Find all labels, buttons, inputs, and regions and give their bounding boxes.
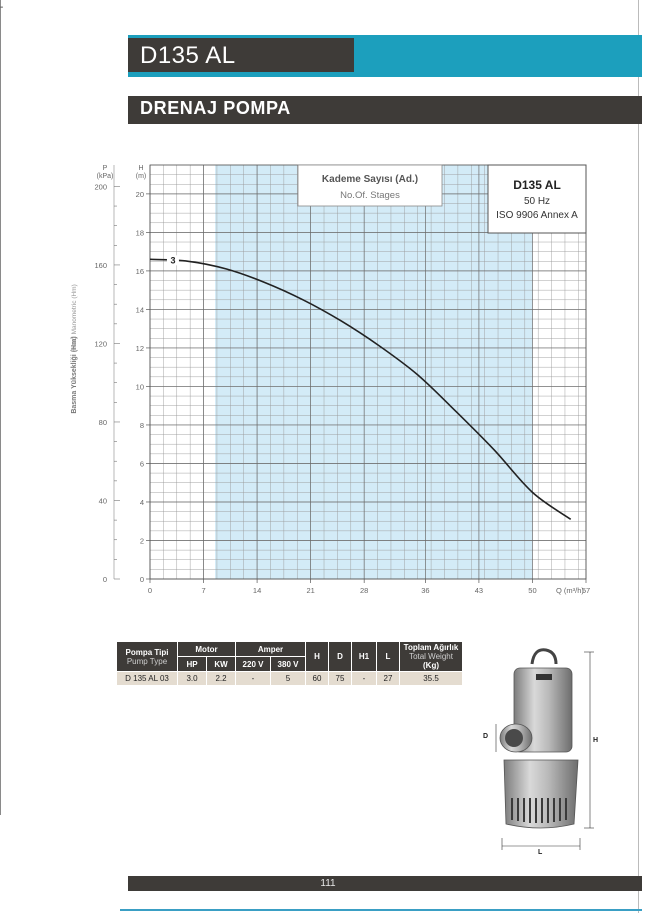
col-h: H	[306, 642, 329, 672]
col-kw: KW	[207, 657, 236, 672]
unit-line: H	[138, 165, 144, 172]
x-tick-label: 36	[421, 586, 430, 595]
info-model: D135 AL	[513, 178, 561, 192]
table-row	[117, 672, 463, 686]
h-tick-label: 8	[139, 420, 144, 430]
weight-header-unit: (Kg)	[423, 661, 439, 670]
corner-mark: -	[0, 2, 4, 13]
curve-stage-label: 3	[170, 255, 176, 266]
h-tick-label: 16	[135, 266, 144, 276]
pump-handle	[532, 650, 556, 664]
cell-d: 75	[329, 672, 352, 686]
p-axis-unit	[97, 165, 114, 180]
col-motor: Motor	[178, 642, 236, 657]
x-tick-label: 57	[581, 586, 591, 595]
h-tick-label: 2	[139, 536, 144, 546]
col-l: L	[377, 642, 400, 672]
info-standard: ISO 9906 Annex A	[496, 210, 578, 221]
dim-d-label: D	[483, 733, 489, 740]
p-tick-label: 200	[94, 182, 107, 192]
p-tick-label: 80	[98, 417, 107, 427]
h-tick-label: 14	[135, 305, 144, 315]
h-tick-label: 6	[139, 459, 144, 469]
p-tick-label: 40	[98, 496, 107, 506]
y-axis-title-tr: Basma Yüksekliği (Hm)	[71, 336, 78, 414]
dim-l-label: L	[538, 849, 543, 856]
cell-h1: -	[352, 672, 377, 686]
stage-legend-tr: Kademe Sayısı (Ad.)	[321, 174, 419, 185]
cell-kw: 2.2	[207, 672, 236, 686]
x-tick-label: 50	[528, 586, 537, 595]
dim-h-label: H	[593, 737, 599, 744]
x-tick-label: 28	[360, 586, 369, 595]
cell-h: 60	[306, 672, 329, 686]
pump-type-header-en: Pump Type	[126, 656, 168, 666]
col-hp: HP	[178, 657, 207, 672]
pump-outlet-hole	[505, 729, 523, 747]
bottom-rule	[120, 909, 642, 911]
page-title: D135 AL	[140, 42, 236, 69]
x-tick-label: 14	[252, 586, 262, 595]
spec-table	[116, 641, 463, 686]
h-tick-label: 10	[135, 382, 144, 392]
col-220v: 220 V	[236, 657, 271, 672]
unit-line: P	[102, 165, 108, 172]
pump-type-header-tr: Pompa Tipi	[125, 647, 169, 657]
h-tick-label: 4	[139, 497, 144, 507]
h-tick-label: 20	[135, 189, 144, 199]
col-weight	[400, 642, 463, 672]
y-axis-title-en: Head Manometric (Hm)	[71, 284, 78, 352]
unit-line: (m)	[135, 173, 147, 180]
h-axis-unit	[136, 165, 147, 180]
p-tick-label: 0	[102, 575, 107, 584]
x-tick-label: 43	[474, 586, 484, 595]
col-pump-type	[117, 642, 178, 672]
cell-pump-type: D 135 AL 03	[117, 672, 178, 686]
col-380v: 380 V	[271, 657, 306, 672]
h-tick-label: 0	[139, 575, 144, 584]
cell-hp: 3.0	[178, 672, 207, 686]
x-tick-label: 21	[306, 586, 315, 595]
h-tick-label: 12	[135, 343, 144, 353]
col-amper: Amper	[236, 642, 306, 657]
cell-l: 27	[377, 672, 400, 686]
unit-line: (kPa)	[96, 173, 114, 180]
x-tick-label: 0	[147, 586, 153, 595]
cell-220v: -	[236, 672, 271, 686]
pump-illustration	[476, 646, 606, 856]
x-tick-label: 7	[201, 586, 206, 595]
x-axis-title: Q (m³/h)	[556, 586, 584, 595]
category-title: DRENAJ POMPA	[140, 98, 291, 118]
cell-380v: 5	[271, 672, 306, 686]
stage-legend-en: No.Of. Stages	[340, 190, 400, 201]
col-h1: H1	[352, 642, 377, 672]
info-frequency: 50 Hz	[523, 196, 551, 207]
p-tick-label: 120	[94, 339, 107, 349]
cell-weight: 35.5	[400, 672, 463, 686]
weight-header-en: Total Weight	[409, 652, 453, 661]
col-d: D	[329, 642, 352, 672]
pump-label-plate	[536, 674, 552, 680]
page-number: 111	[320, 878, 336, 889]
weight-header-tr: Toplam Ağırlık	[403, 643, 459, 652]
h-tick-label: 18	[135, 228, 144, 238]
p-tick-label: 160	[94, 260, 107, 270]
